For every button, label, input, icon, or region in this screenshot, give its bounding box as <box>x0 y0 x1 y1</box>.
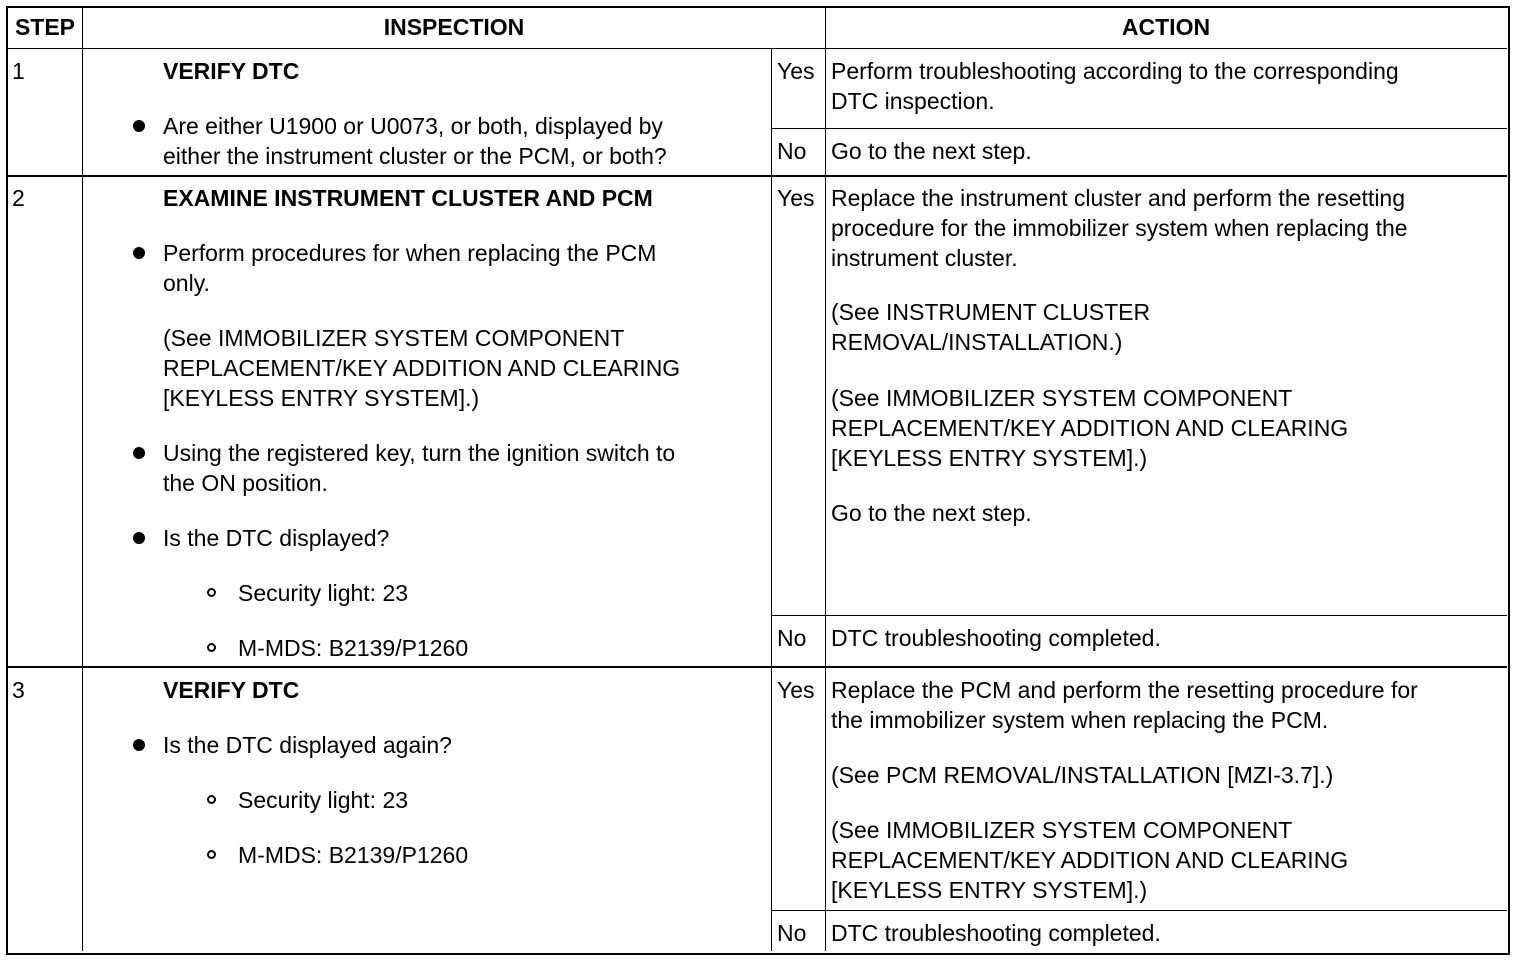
step-number: 1 <box>12 58 25 84</box>
reference-text: (See IMMOBILIZER SYSTEM COMPONENT <box>831 817 1293 843</box>
reference-text: [KEYLESS ENTRY SYSTEM].) <box>831 445 1148 471</box>
yes-action-text: instrument cluster. <box>831 245 1018 271</box>
sub-item-text: Security light: 23 <box>238 787 409 813</box>
inspection-text: Is the DTC displayed again? <box>163 732 452 758</box>
reference-text: (See PCM REMOVAL/INSTALLATION [MZI-3.7].) <box>831 762 1334 788</box>
no-action-text: DTC troubleshooting completed. <box>831 920 1161 946</box>
inspection-column-divider <box>825 7 826 951</box>
action-header: ACTION <box>1121 14 1211 40</box>
yes-label: Yes <box>777 185 815 211</box>
step-header: STEP <box>14 14 76 40</box>
sub-item-text: M-MDS: B2139/P1260 <box>238 842 469 868</box>
yes-action-text: Perform troubleshooting according to the corresponding <box>831 58 1399 84</box>
reference-text: [KEYLESS ENTRY SYSTEM].) <box>831 877 1148 903</box>
sub-bullet-icon <box>207 643 216 652</box>
row1-yesno-divider <box>771 128 1507 129</box>
inspection-text: Perform procedures for when replacing the PCM <box>163 240 657 266</box>
bullet-icon <box>133 120 145 132</box>
step-title: EXAMINE INSTRUMENT CLUSTER AND PCM <box>163 185 653 211</box>
bullet-icon <box>133 739 145 751</box>
no-label: No <box>777 920 807 946</box>
step-number: 3 <box>12 677 25 703</box>
reference-text: (See IMMOBILIZER SYSTEM COMPONENT <box>163 325 625 351</box>
yes-action-text: DTC inspection. <box>831 88 995 114</box>
sub-bullet-icon <box>207 588 216 597</box>
step-title: VERIFY DTC <box>163 677 300 703</box>
row2-divider <box>7 666 1507 668</box>
bullet-icon <box>133 532 145 544</box>
yes-action-text: procedure for the immobilizer system when replacing the <box>831 215 1408 241</box>
reference-text: REPLACEMENT/KEY ADDITION AND CLEARING <box>831 415 1349 441</box>
yes-action-text: Go to the next step. <box>831 500 1032 526</box>
reference-text: (See IMMOBILIZER SYSTEM COMPONENT <box>831 385 1293 411</box>
no-action-text: DTC troubleshooting completed. <box>831 625 1161 651</box>
inspection-text: Is the DTC displayed? <box>163 525 390 551</box>
no-action-text: Go to the next step. <box>831 138 1032 164</box>
sub-bullet-icon <box>207 795 216 804</box>
step-number: 2 <box>12 185 25 211</box>
sub-item-text: M-MDS: B2139/P1260 <box>238 635 469 661</box>
no-label: No <box>777 625 807 651</box>
reference-text: REPLACEMENT/KEY ADDITION AND CLEARING <box>831 847 1349 873</box>
no-label: No <box>777 138 807 164</box>
inspection-text: Using the registered key, turn the ignition switch to <box>163 440 676 466</box>
yes-action-text: Replace the PCM and perform the resetting procedure for <box>831 677 1418 703</box>
reference-text: (See INSTRUMENT CLUSTER <box>831 299 1151 325</box>
sub-item-text: Security light: 23 <box>238 580 409 606</box>
yes-action-text: Replace the instrument cluster and perform the resetting <box>831 185 1406 211</box>
row1-divider <box>7 175 1507 177</box>
reference-text: [KEYLESS ENTRY SYSTEM].) <box>163 385 480 411</box>
step-title: VERIFY DTC <box>163 58 300 84</box>
reference-text: REMOVAL/INSTALLATION.) <box>831 329 1123 355</box>
row3-yesno-divider <box>771 910 1507 911</box>
step-column-divider <box>82 7 83 951</box>
yes-action-text: the immobilizer system when replacing the PCM. <box>831 707 1329 733</box>
yes-label: Yes <box>777 677 815 703</box>
yes-label: Yes <box>777 58 815 84</box>
header-divider <box>7 48 1507 49</box>
inspection-header: INSPECTION <box>383 14 525 40</box>
inspection-text: Are either U1900 or U0073, or both, displayed by <box>163 113 663 139</box>
row2-yesno-divider <box>771 615 1507 616</box>
bullet-icon <box>133 447 145 459</box>
yesno-column-divider <box>771 48 772 951</box>
inspection-text: the ON position. <box>163 470 328 496</box>
bullet-icon <box>133 247 145 259</box>
inspection-text: either the instrument cluster or the PCM, or both? <box>163 143 667 169</box>
inspection-text: only. <box>163 270 210 296</box>
reference-text: REPLACEMENT/KEY ADDITION AND CLEARING <box>163 355 681 381</box>
sub-bullet-icon <box>207 850 216 859</box>
